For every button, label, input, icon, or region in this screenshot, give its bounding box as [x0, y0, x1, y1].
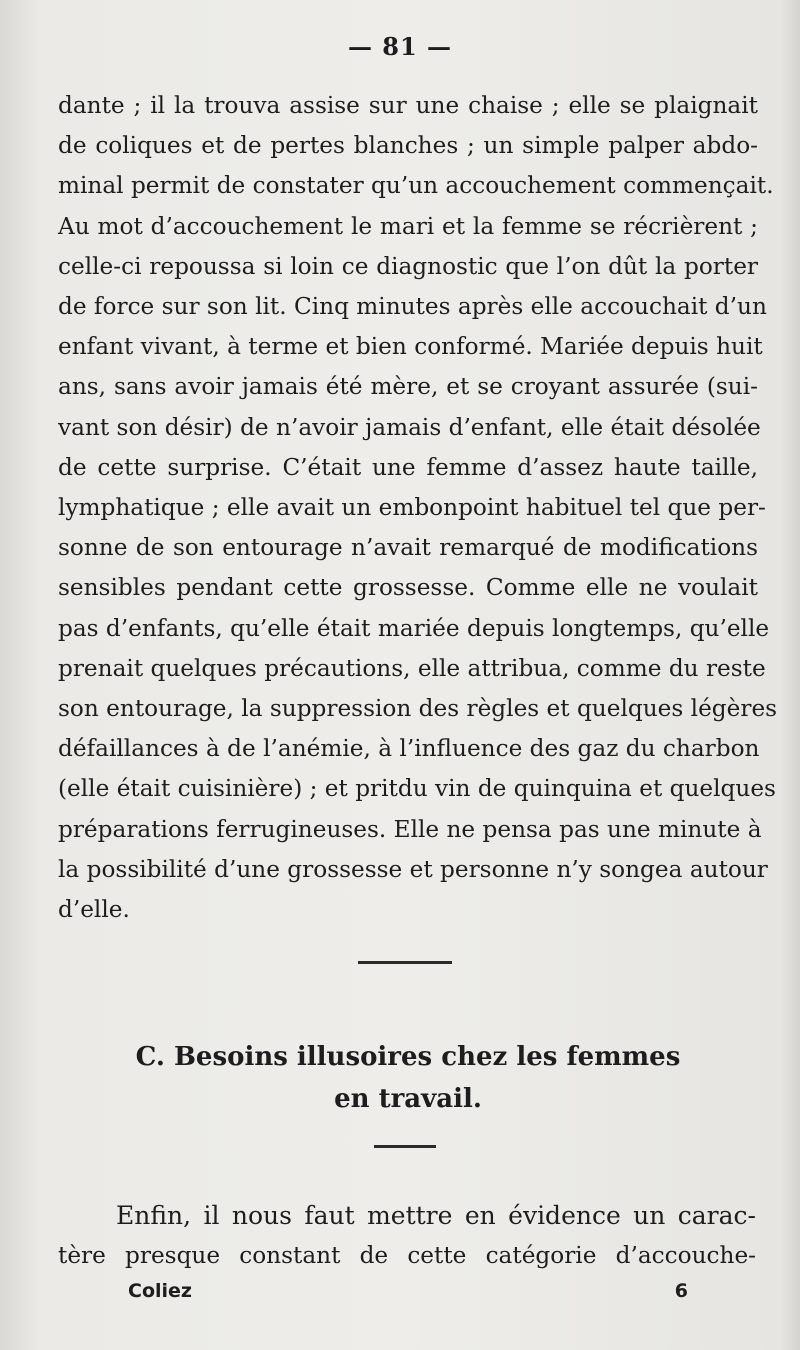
sheet-number: 6 [674, 1280, 688, 1302]
text-line: dante ; il la trouva assise sur une chaise ; elle se plaignait [58, 92, 758, 119]
text-line: prenait quelques précautions, elle attribua, comme du reste [58, 654, 766, 682]
text-line: (elle était cuisinière) ; et pritdu vin de quinquina et quelques [58, 775, 776, 803]
text-line: défaillances à de l’anémie, à l’influence des gaz du charbon [58, 735, 760, 763]
text-line: ans, sans avoir jamais été mère, et se croyant assurée (sui- [58, 373, 758, 401]
text-line: préparations ferrugineuses. Elle ne pensa pas une minute à [58, 815, 762, 843]
heading-line: C. Besoins illusoires chez les femmes [135, 1042, 681, 1072]
text-line: minal permit de constater qu’un accouchement commençait. [58, 172, 774, 200]
closing-paragraph [58, 1196, 756, 1276]
text-line: de force sur son lit. Cinq minutes après elle accouchait d’un [58, 293, 767, 321]
text-line: d’elle. [58, 896, 130, 924]
text-line: enfant vivant, à terme et bien conformé. Mariée depuis huit [58, 333, 763, 361]
text-line: Enfin, il nous faut mettre en évidence un carac- [116, 1201, 756, 1230]
text-line: de cette surprise. C’était une femme d’assez haute taille, [58, 453, 758, 481]
text-line: pas d’enfants, qu’elle était mariée depuis longtemps, qu’elle [58, 614, 770, 642]
text-line: son entourage, la suppression des règles et quelques légères [58, 695, 778, 723]
text-line: la possibilité d’une grossesse et personne n’y songea autour [58, 855, 768, 883]
heading-divider [374, 1145, 436, 1148]
footer-signature: Coliez [128, 1280, 192, 1302]
text-line: lymphatique ; elle avait un embonpoint habituel tel que per- [58, 494, 766, 522]
page-number: — 81 — [347, 32, 453, 61]
text-line: celle-ci repoussa si loin ce diagnostic que l’on dût la porter [58, 252, 758, 280]
section-heading [58, 1036, 758, 1120]
heading-line: en travail. [334, 1084, 482, 1114]
text-line: tère presque constant de cette catégorie d’accouche- [58, 1242, 756, 1269]
section-divider [358, 961, 452, 964]
text-line: sensibles pendant cette grossesse. Comme elle ne voulait [58, 574, 758, 602]
body-paragraph [58, 86, 778, 930]
text-line: Au mot d’accouchement le mari et la femme se récrièrent ; [58, 212, 758, 240]
text-line: sonne de son entourage n’avait remarqué de modifications [58, 534, 758, 562]
text-line: vant son désir) de n’avoir jamais d’enfant, elle était désolée [58, 413, 761, 441]
text-line: de coliques et de pertes blanches ; un simple palper abdo- [58, 132, 758, 160]
